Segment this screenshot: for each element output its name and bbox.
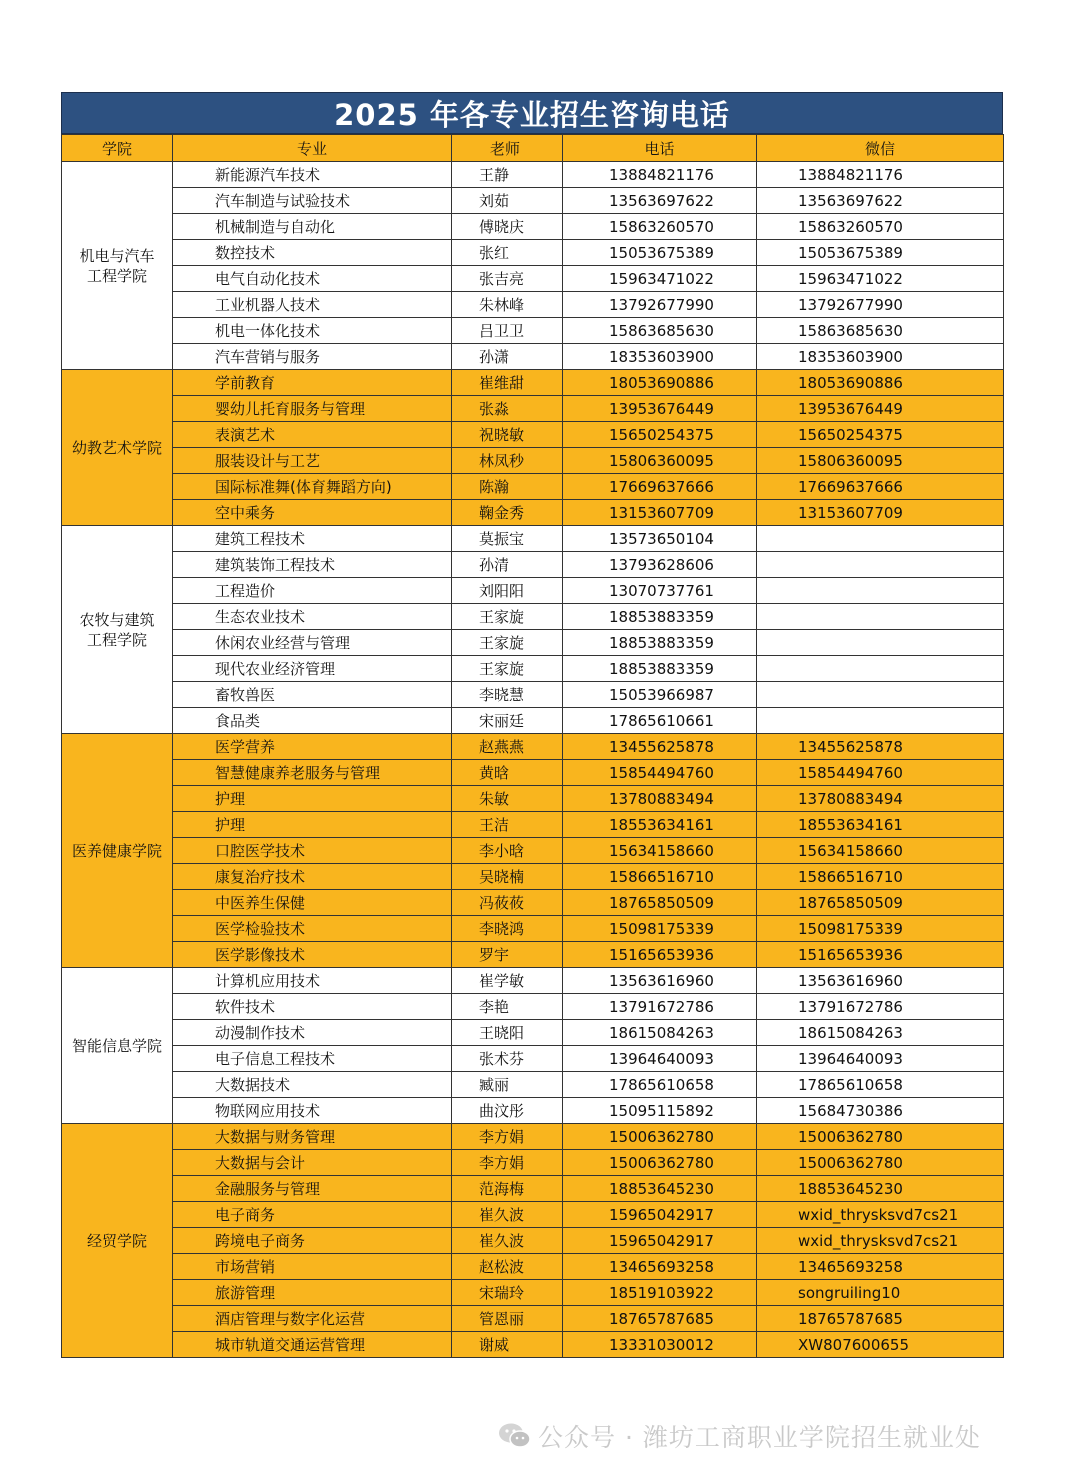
teacher-cell: 李晓鸿: [452, 916, 563, 942]
phone-cell: 15098175339: [563, 916, 757, 942]
major-cell: 汽车制造与试验技术: [173, 188, 452, 214]
teacher-cell: 王静: [452, 162, 563, 188]
wechat-cell: 15863685630: [757, 318, 1004, 344]
header-teacher: 老师: [452, 135, 563, 162]
table-row: [62, 552, 1004, 578]
teacher-cell: 谢威: [452, 1332, 563, 1358]
table-row: [62, 1150, 1004, 1176]
teacher-cell: 朱林峰: [452, 292, 563, 318]
major-cell: 电子信息工程技术: [173, 1046, 452, 1072]
major-cell: 动漫制作技术: [173, 1020, 452, 1046]
major-cell: 表演艺术: [173, 422, 452, 448]
teacher-cell: 刘阳阳: [452, 578, 563, 604]
wechat-cell: 18353603900: [757, 344, 1004, 370]
major-cell: 学前教育: [173, 370, 452, 396]
teacher-cell: 臧丽: [452, 1072, 563, 1098]
wechat-cell: 17865610658: [757, 1072, 1004, 1098]
wechat-cell: wxid_thrysksvd7cs21: [757, 1202, 1004, 1228]
table-row: [62, 630, 1004, 656]
wechat-cell: 15650254375: [757, 422, 1004, 448]
phone-cell: 15963471022: [563, 266, 757, 292]
teacher-cell: 祝晓敏: [452, 422, 563, 448]
table-row: [62, 1124, 1004, 1150]
table-row: [62, 1306, 1004, 1332]
phone-cell: 15863685630: [563, 318, 757, 344]
college-name: 医养健康学院: [62, 734, 173, 968]
major-cell: 智慧健康养老服务与管理: [173, 760, 452, 786]
teacher-cell: 孙潇: [452, 344, 563, 370]
major-cell: 跨境电子商务: [173, 1228, 452, 1254]
table-row: [62, 162, 1004, 188]
major-cell: 软件技术: [173, 994, 452, 1020]
teacher-cell: 鞠金秀: [452, 500, 563, 526]
table-row: [62, 266, 1004, 292]
table-row: [62, 1046, 1004, 1072]
phone-cell: 18519103922: [563, 1280, 757, 1306]
phone-cell: 17865610658: [563, 1072, 757, 1098]
wechat-cell: 13465693258: [757, 1254, 1004, 1280]
college-name: 幼教艺术学院: [62, 370, 173, 526]
major-cell: 护理: [173, 812, 452, 838]
table-row: [62, 396, 1004, 422]
phone-cell: 18615084263: [563, 1020, 757, 1046]
phone-cell: 13331030012: [563, 1332, 757, 1358]
table-row: [62, 292, 1004, 318]
table-row: [62, 838, 1004, 864]
teacher-cell: 刘茹: [452, 188, 563, 214]
phone-cell: 15965042917: [563, 1202, 757, 1228]
watermark-text: 公众号 · 潍坊工商职业学院招生就业处: [538, 1423, 981, 1452]
major-cell: 城市轨道交通运营管理: [173, 1332, 452, 1358]
wechat-cell: [757, 578, 1004, 604]
phone-cell: 17669637666: [563, 474, 757, 500]
wechat-cell: 15963471022: [757, 266, 1004, 292]
wechat-cell: songruiling10: [757, 1280, 1004, 1306]
teacher-cell: 李晓慧: [452, 682, 563, 708]
table-row: [62, 994, 1004, 1020]
major-cell: 大数据与财务管理: [173, 1124, 452, 1150]
major-cell: 现代农业经济管理: [173, 656, 452, 682]
phone-cell: 15650254375: [563, 422, 757, 448]
major-cell: 护理: [173, 786, 452, 812]
major-cell: 大数据与会计: [173, 1150, 452, 1176]
teacher-cell: 张红: [452, 240, 563, 266]
wechat-cell: 15854494760: [757, 760, 1004, 786]
phone-cell: 18765850509: [563, 890, 757, 916]
phone-cell: 15866516710: [563, 864, 757, 890]
table-row: [62, 942, 1004, 968]
wechat-cell: 13791672786: [757, 994, 1004, 1020]
wechat-cell: [757, 630, 1004, 656]
wechat-cell: 18765850509: [757, 890, 1004, 916]
wechat-cell: 18553634161: [757, 812, 1004, 838]
wechat-cell: wxid_thrysksvd7cs21: [757, 1228, 1004, 1254]
teacher-cell: 赵松波: [452, 1254, 563, 1280]
wechat-cell: 15165653936: [757, 942, 1004, 968]
college-name: 智能信息学院: [62, 968, 173, 1124]
wechat-cell: 15684730386: [757, 1098, 1004, 1124]
major-cell: 市场营销: [173, 1254, 452, 1280]
teacher-cell: 王家旋: [452, 630, 563, 656]
table-row: [62, 786, 1004, 812]
wechat-cell: [757, 708, 1004, 734]
major-cell: 工业机器人技术: [173, 292, 452, 318]
table-row: [62, 188, 1004, 214]
phone-cell: 13465693258: [563, 1254, 757, 1280]
header-college: 学院: [62, 135, 173, 162]
teacher-cell: 冯莜莜: [452, 890, 563, 916]
teacher-cell: 崔学敏: [452, 968, 563, 994]
major-cell: 康复治疗技术: [173, 864, 452, 890]
teacher-cell: 张淼: [452, 396, 563, 422]
table-row: [62, 1072, 1004, 1098]
wechat-cell: 13455625878: [757, 734, 1004, 760]
teacher-cell: 范海梅: [452, 1176, 563, 1202]
major-cell: 建筑工程技术: [173, 526, 452, 552]
wechat-cell: 15098175339: [757, 916, 1004, 942]
table-row: [62, 318, 1004, 344]
teacher-cell: 崔久波: [452, 1202, 563, 1228]
table-row: [62, 240, 1004, 266]
teacher-cell: 傅晓庆: [452, 214, 563, 240]
wechat-cell: 15806360095: [757, 448, 1004, 474]
table-row: [62, 448, 1004, 474]
wechat-cell: 18615084263: [757, 1020, 1004, 1046]
phone-cell: 15863260570: [563, 214, 757, 240]
teacher-cell: 莫振宝: [452, 526, 563, 552]
wechat-cell: 18853645230: [757, 1176, 1004, 1202]
wechat-icon: [498, 1422, 532, 1450]
phone-cell: 18853645230: [563, 1176, 757, 1202]
table-row: [62, 864, 1004, 890]
table-row: [62, 422, 1004, 448]
teacher-cell: 张术芬: [452, 1046, 563, 1072]
phone-cell: 18853883359: [563, 656, 757, 682]
wechat-cell: 13563616960: [757, 968, 1004, 994]
wechat-cell: [757, 552, 1004, 578]
major-cell: 机械制造与自动化: [173, 214, 452, 240]
phone-cell: 15965042917: [563, 1228, 757, 1254]
phone-cell: 13953676449: [563, 396, 757, 422]
table-row: [62, 474, 1004, 500]
teacher-cell: 王洁: [452, 812, 563, 838]
phone-cell: 18353603900: [563, 344, 757, 370]
phone-cell: 15806360095: [563, 448, 757, 474]
table-row: [62, 1228, 1004, 1254]
header-wechat: 微信: [757, 135, 1004, 162]
major-cell: 口腔医学技术: [173, 838, 452, 864]
table-row: [62, 344, 1004, 370]
contact-table: [61, 134, 1004, 1358]
table-row: [62, 1098, 1004, 1124]
phone-cell: 17865610661: [563, 708, 757, 734]
teacher-cell: 崔久波: [452, 1228, 563, 1254]
phone-cell: 15634158660: [563, 838, 757, 864]
teacher-cell: 李小晗: [452, 838, 563, 864]
major-cell: 医学检验技术: [173, 916, 452, 942]
college-name: 经贸学院: [62, 1124, 173, 1358]
major-cell: 服装设计与工艺: [173, 448, 452, 474]
table-body: [62, 162, 1004, 1358]
wechat-cell: 15053675389: [757, 240, 1004, 266]
table-row: [62, 1280, 1004, 1306]
phone-cell: 13573650104: [563, 526, 757, 552]
major-cell: 金融服务与管理: [173, 1176, 452, 1202]
wechat-cell: [757, 604, 1004, 630]
wechat-cell: 17669637666: [757, 474, 1004, 500]
table-row: [62, 500, 1004, 526]
wechat-cell: 15634158660: [757, 838, 1004, 864]
college-name: 农牧与建筑 工程学院: [62, 526, 173, 734]
teacher-cell: 王晓阳: [452, 1020, 563, 1046]
table-header-row: [62, 135, 1004, 162]
phone-cell: 15165653936: [563, 942, 757, 968]
major-cell: 电子商务: [173, 1202, 452, 1228]
teacher-cell: 宋瑞玲: [452, 1280, 563, 1306]
wechat-cell: 13780883494: [757, 786, 1004, 812]
phone-cell: 13780883494: [563, 786, 757, 812]
phone-cell: 13793628606: [563, 552, 757, 578]
page-title: 2025 年各专业招生咨询电话: [61, 92, 1003, 134]
major-cell: 空中乘务: [173, 500, 452, 526]
teacher-cell: 吴晓楠: [452, 864, 563, 890]
phone-cell: 13792677990: [563, 292, 757, 318]
major-cell: 国际标准舞(体育舞蹈方向): [173, 474, 452, 500]
wechat-cell: 15866516710: [757, 864, 1004, 890]
teacher-cell: 管恩丽: [452, 1306, 563, 1332]
phone-cell: 18053690886: [563, 370, 757, 396]
major-cell: 旅游管理: [173, 1280, 452, 1306]
major-cell: 酒店管理与数字化运营: [173, 1306, 452, 1332]
wechat-cell: XW807600655: [757, 1332, 1004, 1358]
major-cell: 医学影像技术: [173, 942, 452, 968]
table-row: [62, 734, 1004, 760]
major-cell: 休闲农业经营与管理: [173, 630, 452, 656]
table-row: [62, 708, 1004, 734]
table-row: [62, 968, 1004, 994]
watermark: [498, 1418, 1058, 1454]
phone-cell: 13153607709: [563, 500, 757, 526]
wechat-cell: 13884821176: [757, 162, 1004, 188]
table-row: [62, 682, 1004, 708]
phone-cell: 13563697622: [563, 188, 757, 214]
table-row: [62, 1020, 1004, 1046]
teacher-cell: 罗宇: [452, 942, 563, 968]
table-row: [62, 890, 1004, 916]
major-cell: 机电一体化技术: [173, 318, 452, 344]
header-phone: 电话: [563, 135, 757, 162]
phone-cell: 13791672786: [563, 994, 757, 1020]
wechat-cell: 13792677990: [757, 292, 1004, 318]
major-cell: 工程造价: [173, 578, 452, 604]
major-cell: 生态农业技术: [173, 604, 452, 630]
teacher-cell: 孙清: [452, 552, 563, 578]
teacher-cell: 赵燕燕: [452, 734, 563, 760]
phone-cell: 15006362780: [563, 1150, 757, 1176]
major-cell: 畜牧兽医: [173, 682, 452, 708]
major-cell: 食品类: [173, 708, 452, 734]
table-row: [62, 812, 1004, 838]
major-cell: 电气自动化技术: [173, 266, 452, 292]
wechat-cell: 18765787685: [757, 1306, 1004, 1332]
teacher-cell: 曲汶彤: [452, 1098, 563, 1124]
wechat-cell: 15006362780: [757, 1124, 1004, 1150]
college-name: 机电与汽车 工程学院: [62, 162, 173, 370]
phone-cell: 15006362780: [563, 1124, 757, 1150]
teacher-cell: 李艳: [452, 994, 563, 1020]
major-cell: 婴幼儿托育服务与管理: [173, 396, 452, 422]
major-cell: 汽车营销与服务: [173, 344, 452, 370]
phone-cell: 13070737761: [563, 578, 757, 604]
major-cell: 物联网应用技术: [173, 1098, 452, 1124]
phone-cell: 18853883359: [563, 630, 757, 656]
phone-cell: 13884821176: [563, 162, 757, 188]
header-major: 专业: [173, 135, 452, 162]
major-cell: 医学营养: [173, 734, 452, 760]
wechat-cell: 13964640093: [757, 1046, 1004, 1072]
table-row: [62, 214, 1004, 240]
teacher-cell: 宋丽廷: [452, 708, 563, 734]
major-cell: 计算机应用技术: [173, 968, 452, 994]
table-row: [62, 916, 1004, 942]
table-row: [62, 1332, 1004, 1358]
wechat-cell: 13953676449: [757, 396, 1004, 422]
major-cell: 中医养生保健: [173, 890, 452, 916]
major-cell: 大数据技术: [173, 1072, 452, 1098]
table-row: [62, 1202, 1004, 1228]
teacher-cell: 吕卫卫: [452, 318, 563, 344]
table-row: [62, 1254, 1004, 1280]
table-row: [62, 578, 1004, 604]
table-row: [62, 1176, 1004, 1202]
wechat-cell: 15006362780: [757, 1150, 1004, 1176]
teacher-cell: 李方娟: [452, 1124, 563, 1150]
wechat-cell: 18053690886: [757, 370, 1004, 396]
phone-cell: 15854494760: [563, 760, 757, 786]
teacher-cell: 林凤秒: [452, 448, 563, 474]
phone-cell: 13964640093: [563, 1046, 757, 1072]
phone-cell: 15095115892: [563, 1098, 757, 1124]
phone-cell: 13455625878: [563, 734, 757, 760]
table-row: [62, 526, 1004, 552]
table-row: [62, 656, 1004, 682]
phone-cell: 15053966987: [563, 682, 757, 708]
major-cell: 建筑装饰工程技术: [173, 552, 452, 578]
table-row: [62, 760, 1004, 786]
wechat-cell: 13153607709: [757, 500, 1004, 526]
phone-cell: 13563616960: [563, 968, 757, 994]
teacher-cell: 张吉亮: [452, 266, 563, 292]
major-cell: 数控技术: [173, 240, 452, 266]
table-row: [62, 604, 1004, 630]
wechat-cell: [757, 656, 1004, 682]
wechat-cell: [757, 526, 1004, 552]
teacher-cell: 李方娟: [452, 1150, 563, 1176]
teacher-cell: 崔维甜: [452, 370, 563, 396]
wechat-cell: [757, 682, 1004, 708]
teacher-cell: 王家旋: [452, 604, 563, 630]
teacher-cell: 朱敏: [452, 786, 563, 812]
phone-cell: 18553634161: [563, 812, 757, 838]
phone-cell: 18765787685: [563, 1306, 757, 1332]
major-cell: 新能源汽车技术: [173, 162, 452, 188]
teacher-cell: 王家旋: [452, 656, 563, 682]
teacher-cell: 陈瀚: [452, 474, 563, 500]
phone-cell: 18853883359: [563, 604, 757, 630]
table-row: [62, 370, 1004, 396]
wechat-cell: 15863260570: [757, 214, 1004, 240]
wechat-cell: 13563697622: [757, 188, 1004, 214]
phone-cell: 15053675389: [563, 240, 757, 266]
teacher-cell: 黄晗: [452, 760, 563, 786]
contact-sheet: [61, 92, 1003, 1358]
